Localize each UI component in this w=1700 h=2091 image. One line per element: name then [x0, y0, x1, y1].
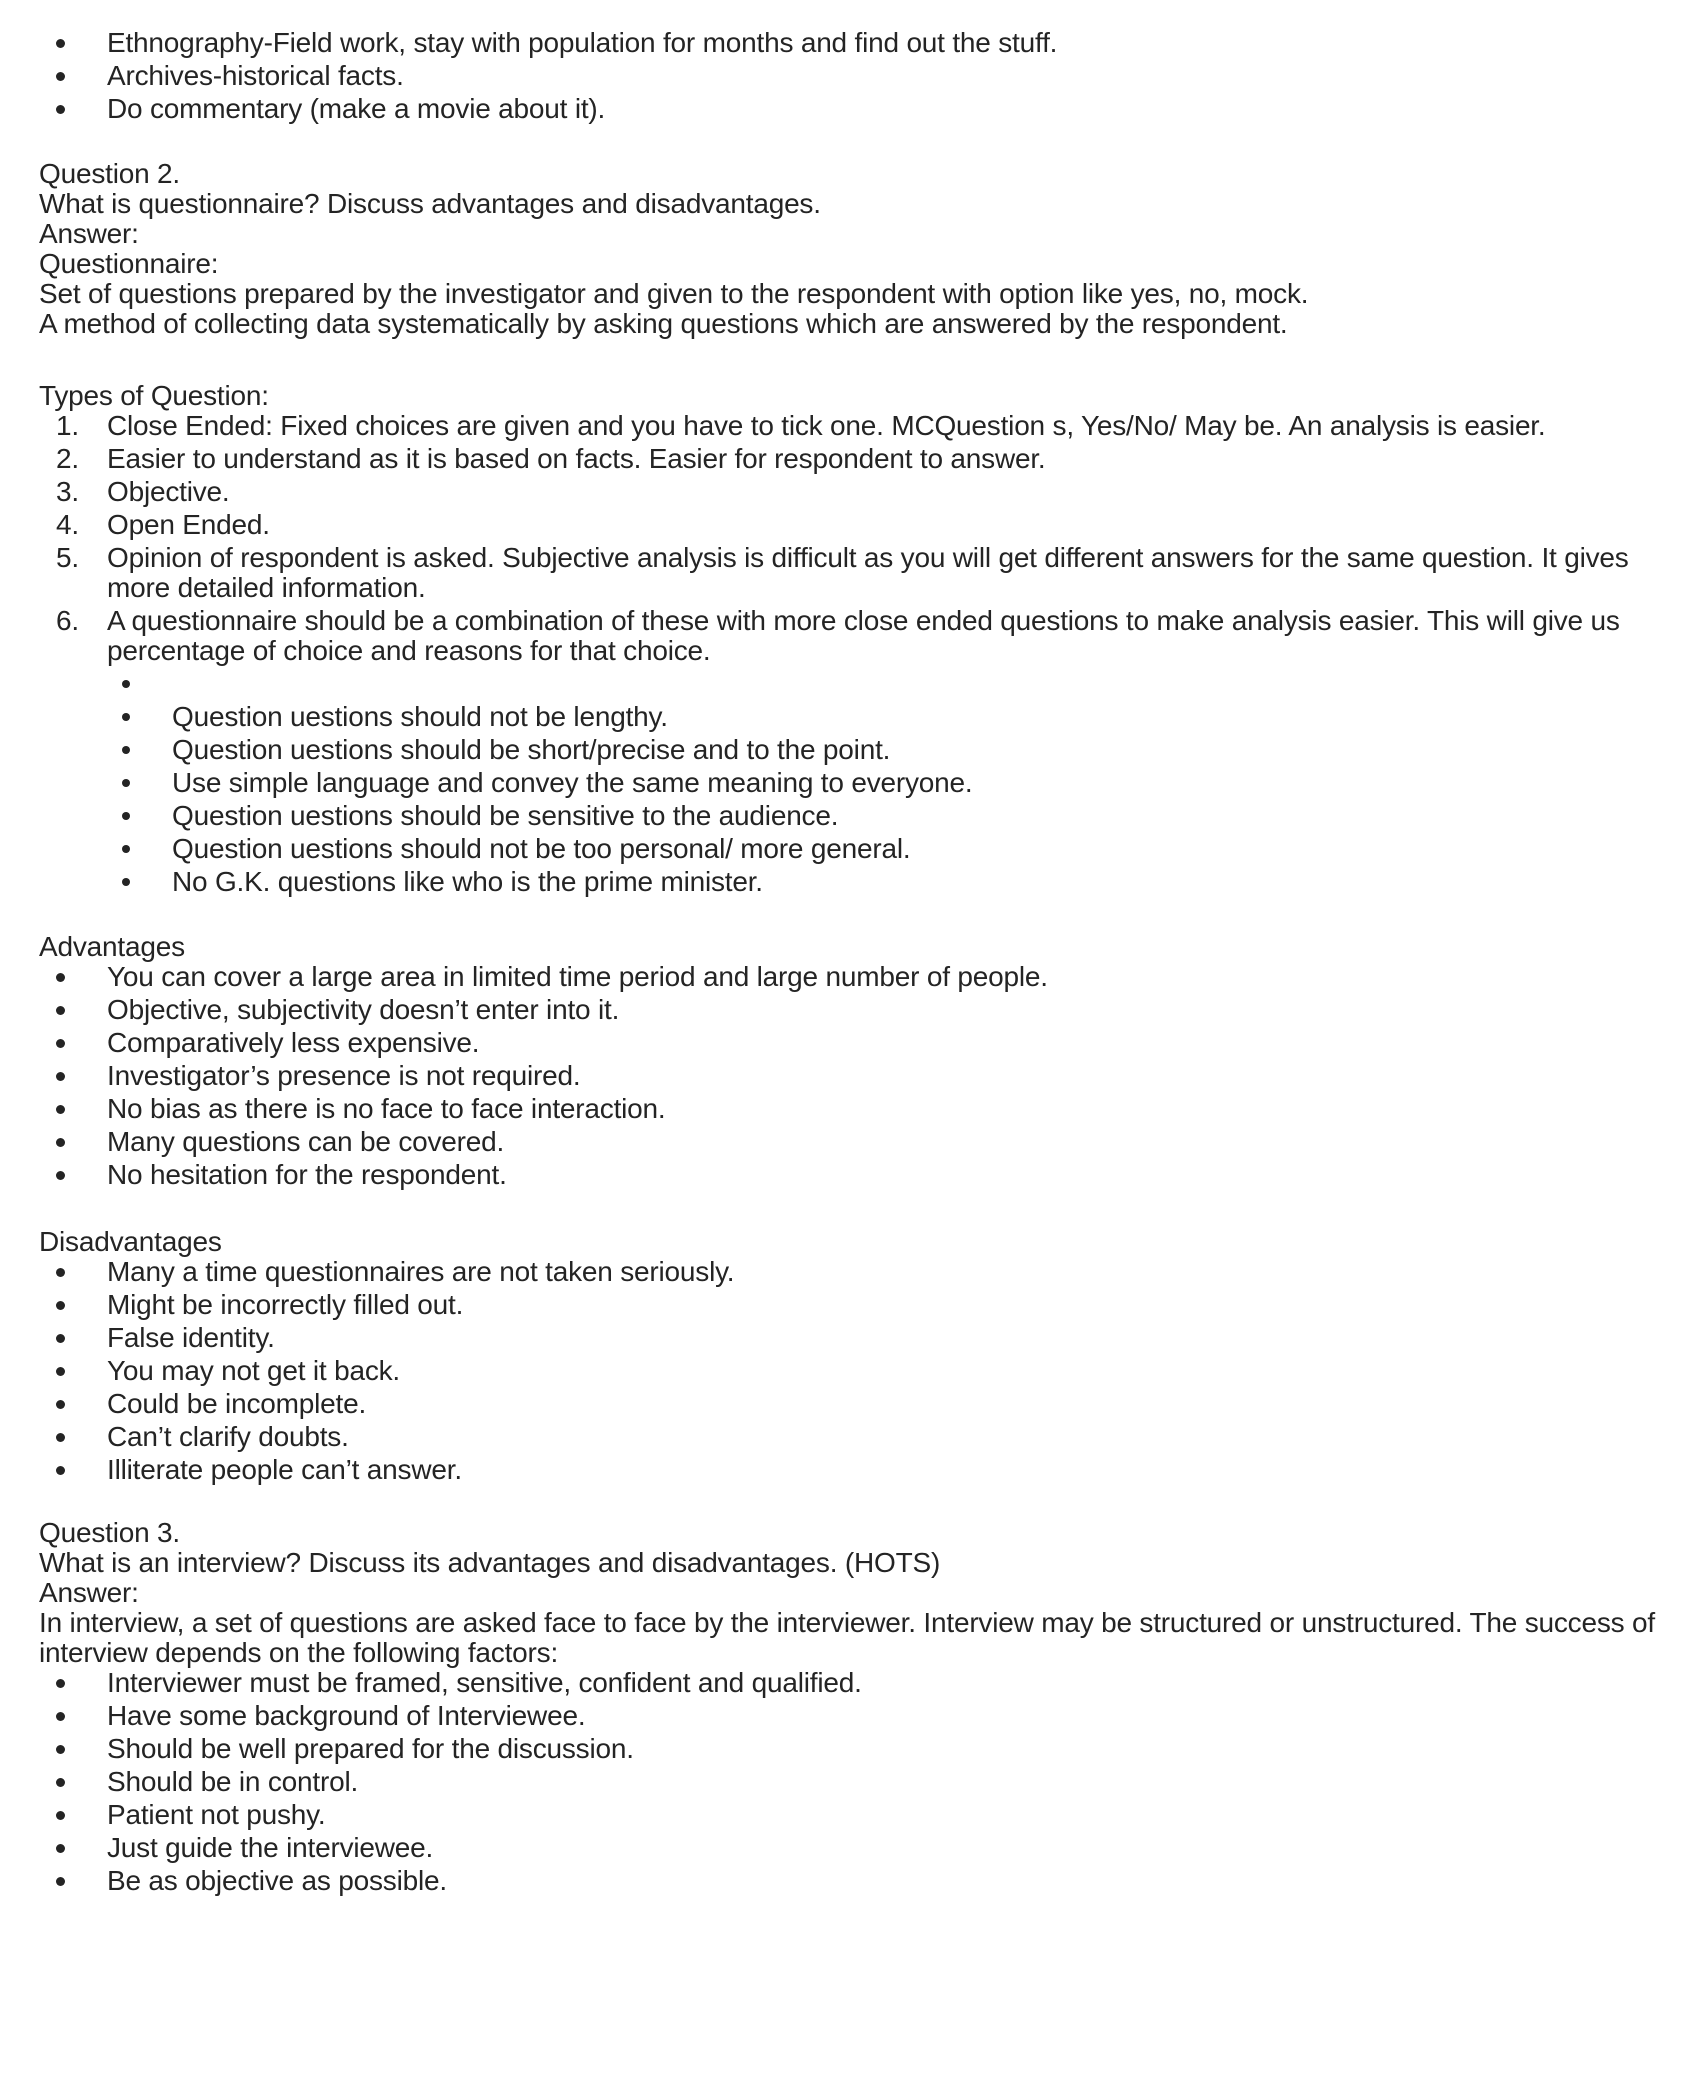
question-guidelines-list [39, 669, 1655, 897]
list-item [39, 962, 1655, 992]
list-item-text: Many a time questionnaires are not taken seriously. [107, 1256, 735, 1287]
list-item-text: Just guide the interviewee. [107, 1832, 434, 1863]
list-item [39, 735, 1655, 765]
list-item-text: Many questions can be covered. [107, 1126, 505, 1157]
list-item-text: You may not get it back. [107, 1355, 401, 1386]
list-item [39, 543, 1655, 603]
list-item-text: No bias as there is no face to face interaction. [107, 1093, 666, 1124]
list-item-text: Open Ended. [107, 509, 270, 540]
list-item [39, 1127, 1655, 1157]
list-item-text: Patient not pushy. [107, 1799, 326, 1830]
list-item-text: Be as objective as possible. [107, 1865, 447, 1896]
list-item-text: Ethnography-Field work, stay with population for months and find out the stuff. [107, 27, 1058, 58]
paragraph-line: Answer: [39, 218, 139, 249]
list-item-text: Objective. [107, 476, 230, 507]
list-item-text: Question uestions should be short/precise and to the point. [172, 734, 891, 765]
list-item [39, 1767, 1655, 1797]
list-item-text: Question uestions should be sensitive to the audience. [172, 800, 839, 831]
list-item-text: Close Ended: Fixed choices are given and you have to tick one. MCQuestion s, Yes/No/ May be. An analysis is easier. [107, 410, 1546, 441]
paragraph-line: A method of collecting data systematically by asking questions which are answered by the respondent. [39, 308, 1288, 339]
question3-paragraph [39, 1518, 1655, 1668]
paragraph-line: Question 2. [39, 158, 180, 189]
paragraph-line: What is questionnaire? Discuss advantages and disadvantages. [39, 188, 821, 219]
list-item [39, 411, 1655, 441]
list-item-text: Might be incorrectly filled out. [107, 1289, 464, 1320]
list-item [39, 834, 1655, 864]
list-item [39, 1866, 1655, 1896]
list-item [39, 1257, 1655, 1287]
list-item-text: Investigator’s presence is not required. [107, 1060, 581, 1091]
list-item-text: Can’t clarify doubts. [107, 1421, 349, 1452]
paragraph-line: Set of questions prepared by the investigator and given to the respondent with option like yes, no, mock. [39, 278, 1309, 309]
list-item-text: Use simple language and convey the same meaning to everyone. [172, 767, 973, 798]
list-item [39, 94, 1655, 124]
advantages-list [39, 962, 1655, 1190]
list-item [39, 1668, 1655, 1698]
question2-paragraph [39, 159, 1655, 339]
list-item [39, 1094, 1655, 1124]
paragraph-line: What is an interview? Discuss its advantages and disadvantages. (HOTS) [39, 1547, 941, 1578]
list-item-text: Objective, subjectivity doesn’t enter into it. [107, 994, 620, 1025]
question-types-numbered-list [39, 411, 1655, 666]
interview-factors-list [39, 1668, 1655, 1896]
list-item-text: Could be incomplete. [107, 1388, 367, 1419]
disadvantages-list [39, 1257, 1655, 1485]
list-item [39, 1356, 1655, 1386]
heading-text: Disadvantages [39, 1226, 222, 1257]
list-item-text: Easier to understand as it is based on facts. Easier for respondent to answer. [107, 443, 1046, 474]
list-item [39, 702, 1655, 732]
paragraph-line: Question 3. [39, 1517, 180, 1548]
list-item-text: Should be in control. [107, 1766, 359, 1797]
list-item [39, 1389, 1655, 1419]
list-item-text: No hesitation for the respondent. [107, 1159, 507, 1190]
advantages-heading [39, 932, 1655, 962]
list-item [39, 606, 1655, 666]
list-item [39, 61, 1655, 91]
list-item [39, 1323, 1655, 1353]
types-heading [39, 381, 1655, 411]
paragraph-line: Answer: [39, 1577, 139, 1608]
list-item-text: False identity. [107, 1322, 275, 1353]
list-item [39, 1160, 1655, 1190]
heading-text: Advantages [39, 931, 185, 962]
list-item-text: You can cover a large area in limited time period and large number of people. [107, 961, 1048, 992]
research-methods-list [39, 28, 1655, 124]
list-item [39, 1734, 1655, 1764]
heading-text: Types of Question: [39, 380, 269, 411]
list-item [39, 995, 1655, 1025]
list-item [39, 1833, 1655, 1863]
list-item [39, 669, 1655, 699]
list-item-text: A questionnaire should be a combination of these with more close ended questions to make analysis easier. This will give us percentage of choice and reasons for that choice. [107, 605, 1620, 666]
list-item [39, 1701, 1655, 1731]
list-item [39, 801, 1655, 831]
list-item-text: Question uestions should not be too personal/ more general. [172, 833, 911, 864]
list-item [39, 1800, 1655, 1830]
disadvantages-heading [39, 1227, 1655, 1257]
list-item [39, 444, 1655, 474]
list-item-text: Opinion of respondent is asked. Subjective analysis is difficult as you will get different answers for the same question. It gives more detailed information. [107, 542, 1629, 603]
list-item [39, 28, 1655, 58]
list-item-text: Should be well prepared for the discussion. [107, 1733, 634, 1764]
list-item [39, 1422, 1655, 1452]
paragraph-line: In interview, a set of questions are asked face to face by the interviewer. Interview may be structured or unstructured. The success of interview depends on the following factors: [39, 1607, 1655, 1668]
list-item [39, 1028, 1655, 1058]
list-item [39, 477, 1655, 507]
list-item-text: Do commentary (make a movie about it). [107, 93, 606, 124]
list-item-text: Comparatively less expensive. [107, 1027, 480, 1058]
list-item [39, 1061, 1655, 1091]
list-item-text: Illiterate people can’t answer. [107, 1454, 462, 1485]
list-item [39, 867, 1655, 897]
list-item [39, 1290, 1655, 1320]
list-item-text: No G.K. questions like who is the prime minister. [172, 866, 763, 897]
list-item-text: Have some background of Interviewee. [107, 1700, 586, 1731]
list-item-text: Archives-historical facts. [107, 60, 404, 91]
list-item-text: Question uestions should not be lengthy. [172, 701, 668, 732]
list-item [39, 768, 1655, 798]
list-item [39, 510, 1655, 540]
list-item-text: Interviewer must be framed, sensitive, confident and qualified. [107, 1667, 862, 1698]
list-item [39, 1455, 1655, 1485]
paragraph-line: Questionnaire: [39, 248, 219, 279]
